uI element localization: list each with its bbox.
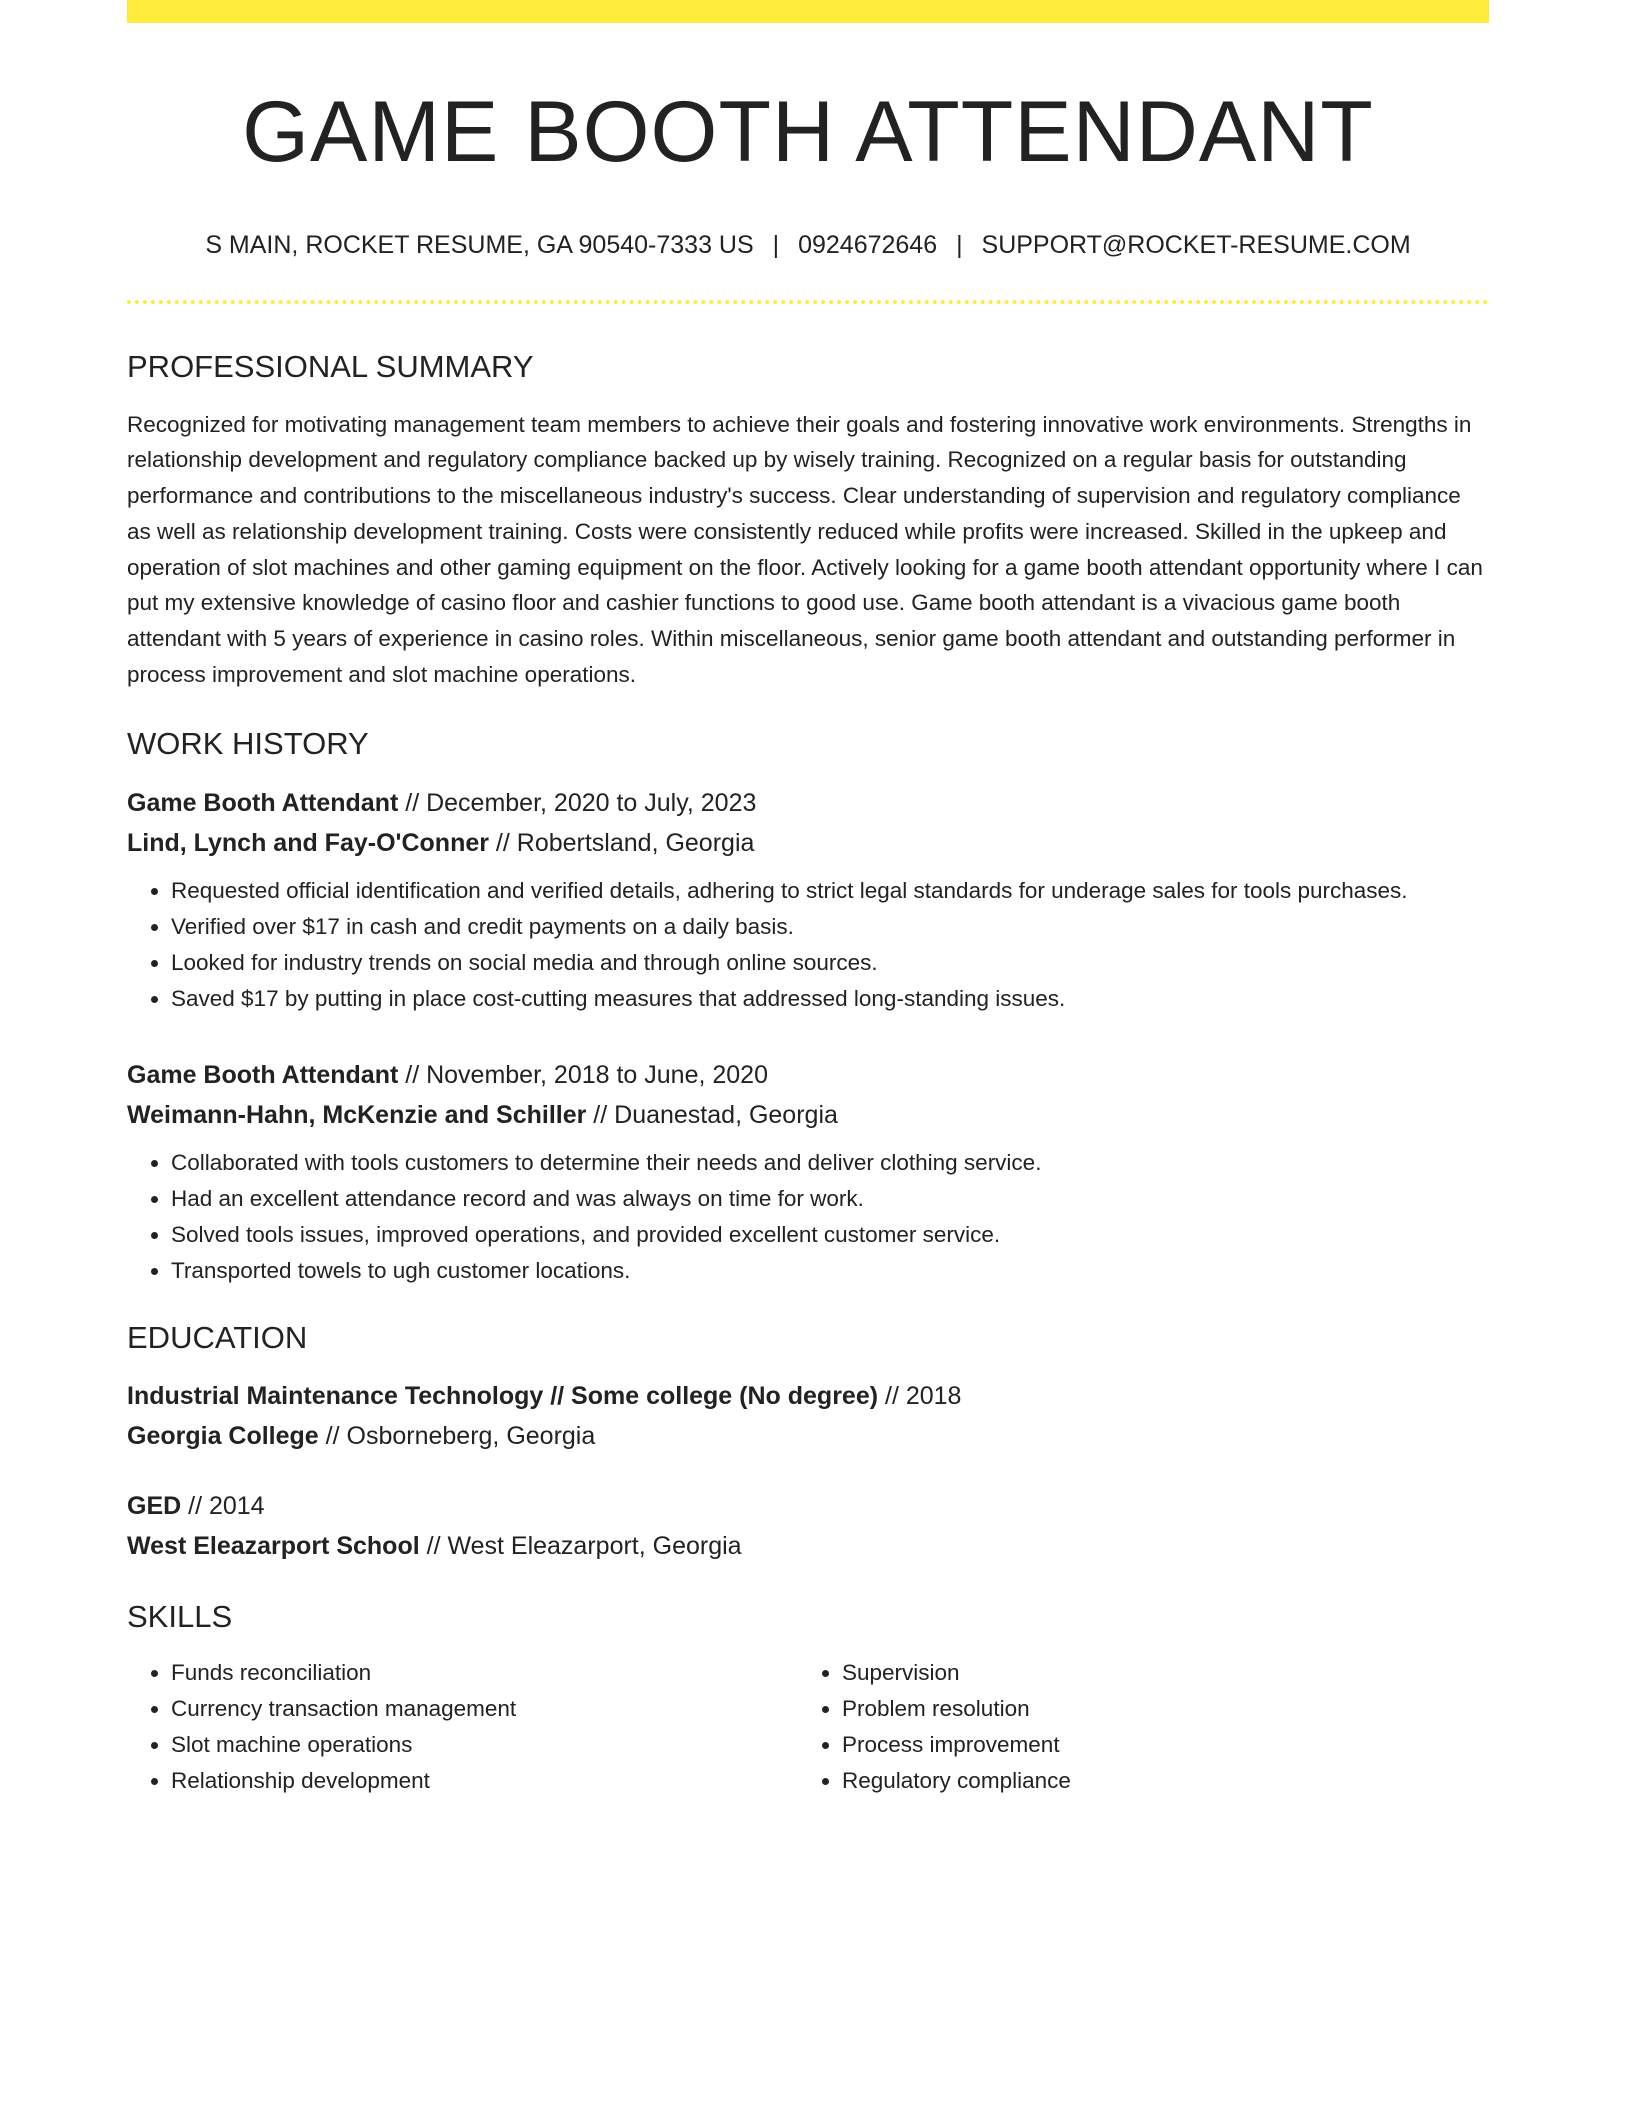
list-item: • Verified over $17 in cash and credit payments on a daily basis.	[171, 909, 1489, 945]
job-company-line	[127, 823, 1489, 863]
list-item: • Problem resolution	[842, 1691, 1469, 1727]
education-entry	[127, 1486, 1489, 1566]
contact-line	[127, 230, 1489, 260]
education-school-line	[127, 1526, 1489, 1566]
list-item: • Slot machine operations	[171, 1727, 798, 1763]
contact-email: SUPPORT@ROCKET-RESUME.COM	[981, 230, 1411, 259]
job-location: // Duanestad, Georgia	[586, 1100, 838, 1129]
education-degree-line	[127, 1376, 1489, 1416]
work-history-heading: WORK HISTORY	[127, 726, 369, 762]
job-dates: // November, 2018 to June, 2020	[398, 1060, 768, 1089]
education-degree: GED	[127, 1491, 182, 1520]
education-degree: Industrial Maintenance Technology // Some college (No degree)	[127, 1381, 879, 1410]
education-degree-line	[127, 1486, 1489, 1526]
education-location: // West Eleazarport, Georgia	[419, 1531, 742, 1560]
list-item: • Regulatory compliance	[842, 1763, 1469, 1799]
job-title-line	[127, 783, 1489, 823]
list-item: • Process improvement	[842, 1727, 1469, 1763]
education-school: Georgia College	[127, 1421, 319, 1450]
job-company-line	[127, 1095, 1489, 1135]
skills-columns	[127, 1655, 1489, 1799]
summary-heading: PROFESSIONAL SUMMARY	[127, 348, 534, 384]
skills-left-column	[127, 1655, 798, 1799]
education-school-line	[127, 1416, 1489, 1456]
job-entry	[127, 783, 1489, 1017]
list-item: • Currency transaction management	[171, 1691, 798, 1727]
list-item: • Supervision	[842, 1655, 1469, 1691]
job-bullets	[127, 873, 1489, 1017]
resume-page	[127, 0, 1489, 1799]
contact-separator: |	[772, 230, 780, 259]
job-bullets	[127, 1145, 1489, 1289]
candidate-name: GAME BOOTH ATTENDANT	[242, 84, 1374, 180]
list-item: • Solved tools issues, improved operations, and provided excellent customer service.	[171, 1217, 1489, 1253]
contact-separator: |	[956, 230, 963, 259]
top-accent-bar	[127, 0, 1489, 23]
list-item: • Looked for industry trends on social media and through online sources.	[171, 945, 1489, 981]
job-role: Game Booth Attendant	[127, 1060, 399, 1089]
job-entry	[127, 1055, 1489, 1289]
list-item: • Transported towels to ugh customer locations.	[171, 1253, 1489, 1289]
contact-phone: 0924672646	[798, 230, 938, 259]
summary-text: Recognized for motivating management team members to achieve their goals and fostering innovative work environments. Strengths in relationship development and regulatory compliance backed up by wisely training. Recognized on a regular basis for outstanding performance and contributions to the miscellaneous industry's success. Clear understanding of supervision and regulatory compliance as well as relationship development training. Costs were consistently reduced while profits were increased. Skilled in the upkeep and operation of slot machines and other gaming equipment on the floor. Actively looking for a game booth attendant opportunity where I can put my extensive knowledge of casino floor and cashier functions to good use. Game booth attendant is a vivacious game booth attendant with 5 years of experience in casino roles. Within miscellaneous, senior game booth attendant and outstanding performer in process improvement and slot machine operations.	[127, 411, 1483, 687]
education-entry	[127, 1376, 1489, 1456]
job-role: Game Booth Attendant	[127, 788, 399, 817]
list-item: • Had an excellent attendance record and was always on time for work.	[171, 1181, 1489, 1217]
skills-heading: SKILLS	[127, 1598, 233, 1634]
education-year: // 2014	[181, 1491, 265, 1520]
list-item: • Relationship development	[171, 1763, 798, 1799]
list-item: • Saved $17 by putting in place cost-cutting measures that addressed long-standing issues.	[171, 981, 1489, 1017]
job-company: Weimann-Hahn, McKenzie and Schiller	[127, 1100, 587, 1129]
contact-address: S MAIN, ROCKET RESUME, GA 90540-7333 US	[205, 230, 754, 259]
dotted-divider	[127, 300, 1489, 304]
job-dates: // December, 2020 to July, 2023	[398, 788, 757, 817]
job-location: // Robertsland, Georgia	[488, 828, 755, 857]
education-year: // 2018	[878, 1381, 962, 1410]
job-company: Lind, Lynch and Fay-O'Conner	[127, 828, 489, 857]
education-heading: EDUCATION	[127, 1319, 308, 1355]
education-school: West Eleazarport School	[127, 1531, 420, 1560]
list-item: • Collaborated with tools customers to determine their needs and deliver clothing service.	[171, 1145, 1489, 1181]
education-location: // Osborneberg, Georgia	[318, 1421, 596, 1450]
list-item: • Requested official identification and verified details, adhering to strict legal standards for underage sales for tools purchases.	[171, 873, 1489, 909]
list-item: • Funds reconciliation	[171, 1655, 798, 1691]
job-title-line	[127, 1055, 1489, 1095]
skills-right-column	[798, 1655, 1469, 1799]
